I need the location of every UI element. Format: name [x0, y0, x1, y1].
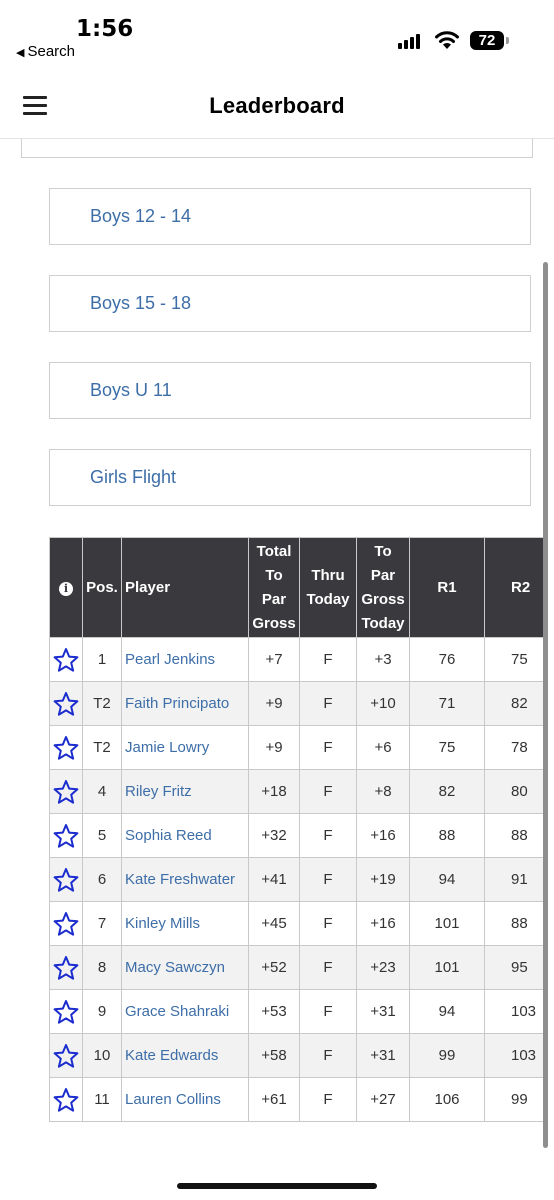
today-cell: +3 [357, 638, 410, 682]
flight-label: Girls Flight [90, 467, 177, 487]
favorite-cell[interactable] [50, 990, 83, 1034]
total-to-par-cell: +58 [249, 1034, 300, 1078]
status-time: 1:56 [76, 16, 134, 42]
player-link[interactable]: Pearl Jenkins [122, 638, 249, 682]
r1-cell: 101 [410, 902, 485, 946]
r2-cell: 99 [485, 1078, 545, 1122]
table-header-row [50, 538, 545, 638]
pos-cell: 9 [83, 990, 122, 1034]
today-cell: +6 [357, 726, 410, 770]
total-to-par-cell: +9 [249, 682, 300, 726]
today-cell: +31 [357, 990, 410, 1034]
flight-button-girls-flight[interactable] [49, 449, 531, 506]
battery-tip [506, 37, 509, 44]
r1-cell: 76 [410, 638, 485, 682]
today-cell: +8 [357, 770, 410, 814]
today-cell: +16 [357, 814, 410, 858]
r2-cell: 88 [485, 814, 545, 858]
home-indicator [177, 1183, 377, 1189]
thru-cell: F [300, 1078, 357, 1122]
star-outline-icon[interactable] [53, 647, 79, 673]
total-to-par-cell: +41 [249, 858, 300, 902]
thru-cell: F [300, 990, 357, 1034]
leaderboard-table [49, 537, 545, 1122]
star-outline-icon[interactable] [53, 735, 79, 761]
flight-button-boys-12-14[interactable] [49, 188, 531, 245]
thru-cell: F [300, 638, 357, 682]
star-outline-icon[interactable] [53, 911, 79, 937]
favorite-cell[interactable] [50, 814, 83, 858]
battery-icon: 72 [470, 31, 504, 50]
back-app-label: Search [27, 43, 75, 60]
r2-cell: 103 [485, 990, 545, 1034]
table-row [50, 858, 545, 902]
thru-cell: F [300, 902, 357, 946]
favorite-cell[interactable] [50, 770, 83, 814]
table-row [50, 726, 545, 770]
r1-cell: 88 [410, 814, 485, 858]
r1-cell: 94 [410, 990, 485, 1034]
flight-button-boys-15-18[interactable] [49, 275, 531, 332]
favorite-cell[interactable] [50, 946, 83, 990]
favorite-cell[interactable] [50, 1034, 83, 1078]
back-to-search-link[interactable] [16, 43, 75, 60]
page-title: Leaderboard [209, 93, 345, 118]
total-to-par-cell: +18 [249, 770, 300, 814]
thru-cell: F [300, 814, 357, 858]
total-to-par-cell: +53 [249, 990, 300, 1034]
favorite-cell[interactable] [50, 682, 83, 726]
table-row [50, 902, 545, 946]
content-area [0, 139, 554, 1179]
total-to-par-cell: +7 [249, 638, 300, 682]
back-arrow-icon: ◀ [16, 47, 25, 59]
r2-cell: 91 [485, 858, 545, 902]
r2-cell: 82 [485, 682, 545, 726]
pos-cell: 11 [83, 1078, 122, 1122]
player-link[interactable]: Faith Principato [122, 682, 249, 726]
star-outline-icon[interactable] [53, 955, 79, 981]
total-to-par-cell: +32 [249, 814, 300, 858]
header-pos[interactable]: Pos. [83, 538, 122, 638]
player-link[interactable]: Kate Freshwater [122, 858, 249, 902]
pos-cell: 5 [83, 814, 122, 858]
cellular-signal-icon [398, 33, 424, 49]
r1-cell: 75 [410, 726, 485, 770]
r1-cell: 99 [410, 1034, 485, 1078]
today-cell: +16 [357, 902, 410, 946]
thru-cell: F [300, 726, 357, 770]
player-link[interactable]: Jamie Lowry [122, 726, 249, 770]
star-outline-icon[interactable] [53, 779, 79, 805]
r2-cell: 78 [485, 726, 545, 770]
player-link[interactable]: Grace Shahraki [122, 990, 249, 1034]
r1-cell: 101 [410, 946, 485, 990]
today-cell: +19 [357, 858, 410, 902]
pos-cell: 6 [83, 858, 122, 902]
flight-label: Boys 12 - 14 [90, 206, 192, 226]
header-r1[interactable]: R1 [410, 538, 485, 638]
pos-cell: 1 [83, 638, 122, 682]
favorite-cell[interactable] [50, 638, 83, 682]
header-player[interactable]: Player [122, 538, 249, 638]
player-link[interactable]: Sophia Reed [122, 814, 249, 858]
table-row [50, 682, 545, 726]
star-outline-icon[interactable] [53, 999, 79, 1025]
table-row [50, 770, 545, 814]
today-cell: +10 [357, 682, 410, 726]
table-row [50, 1078, 545, 1122]
player-link[interactable]: Macy Sawczyn [122, 946, 249, 990]
pos-cell: 7 [83, 902, 122, 946]
wifi-icon [434, 30, 460, 50]
player-link[interactable]: Riley Fritz [122, 770, 249, 814]
r2-cell: 80 [485, 770, 545, 814]
player-link[interactable]: Lauren Collins [122, 1078, 249, 1122]
pos-cell: 10 [83, 1034, 122, 1078]
app-header [0, 70, 554, 139]
favorite-cell[interactable] [50, 726, 83, 770]
thru-cell: F [300, 682, 357, 726]
pos-cell: T2 [83, 726, 122, 770]
r2-cell: 95 [485, 946, 545, 990]
star-outline-icon[interactable] [53, 691, 79, 717]
star-outline-icon[interactable] [53, 823, 79, 849]
today-cell: +31 [357, 1034, 410, 1078]
total-to-par-cell: +61 [249, 1078, 300, 1122]
thru-cell: F [300, 946, 357, 990]
pos-cell: 8 [83, 946, 122, 990]
r2-cell: 103 [485, 1034, 545, 1078]
info-header[interactable] [50, 538, 83, 638]
table-row [50, 814, 545, 858]
flight-label: Boys U 11 [90, 380, 172, 400]
flight-button-boys-u11[interactable] [49, 362, 531, 419]
total-to-par-cell: +9 [249, 726, 300, 770]
player-link[interactable]: Kate Edwards [122, 1034, 249, 1078]
star-outline-icon[interactable] [53, 1043, 79, 1069]
thru-cell: F [300, 858, 357, 902]
r1-cell: 71 [410, 682, 485, 726]
thru-cell: F [300, 1034, 357, 1078]
favorite-cell[interactable] [50, 858, 83, 902]
header-thru-today[interactable]: Thru Today [300, 538, 357, 638]
r2-cell: 88 [485, 902, 545, 946]
table-row [50, 638, 545, 682]
table-row [50, 1034, 545, 1078]
favorite-cell[interactable] [50, 902, 83, 946]
header-to-par-gross-today[interactable]: To Par Gross Today [357, 538, 410, 638]
flight-button-partial[interactable] [21, 139, 533, 158]
total-to-par-cell: +45 [249, 902, 300, 946]
star-outline-icon[interactable] [53, 1087, 79, 1113]
today-cell: +23 [357, 946, 410, 990]
flight-label: Boys 15 - 18 [90, 293, 192, 313]
thru-cell: F [300, 770, 357, 814]
header-total-to-par-gross[interactable]: Total To Par Gross [249, 538, 300, 638]
r2-cell: 75 [485, 638, 545, 682]
info-icon[interactable]: i [59, 582, 73, 596]
table-row [50, 990, 545, 1034]
favorite-cell[interactable] [50, 1078, 83, 1122]
pos-cell: 4 [83, 770, 122, 814]
player-link[interactable]: Kinley Mills [122, 902, 249, 946]
r1-cell: 94 [410, 858, 485, 902]
total-to-par-cell: +52 [249, 946, 300, 990]
pos-cell: T2 [83, 682, 122, 726]
r1-cell: 82 [410, 770, 485, 814]
scrollbar[interactable] [543, 262, 548, 1148]
star-outline-icon[interactable] [53, 867, 79, 893]
status-bar [0, 0, 554, 70]
header-r2[interactable]: R2 [485, 538, 545, 638]
table-row [50, 946, 545, 990]
today-cell: +27 [357, 1078, 410, 1122]
r1-cell: 106 [410, 1078, 485, 1122]
